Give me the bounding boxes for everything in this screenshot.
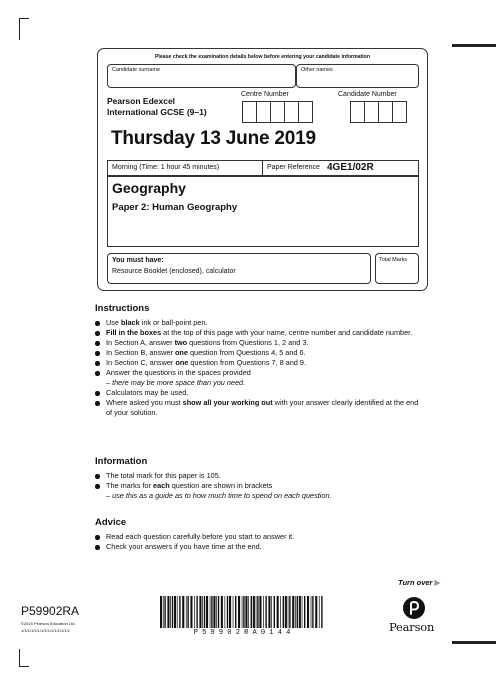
barcode-bar [160,596,162,628]
centre-number-label: Centre Number [241,91,289,98]
bullet-item: Check your answers if you have time at the end. [94,542,424,552]
barcode-bar [271,596,272,628]
turn-over [398,578,440,587]
barcode-bar [206,596,208,628]
barcode-bar [186,596,187,628]
barcode-bar [288,596,289,628]
instructions-heading: Instructions [95,303,150,314]
subject-title: Geography [112,180,186,196]
barcode [160,596,324,630]
candidate-details-card [97,48,428,291]
edge-bar-top [452,44,496,47]
barcode-bar [274,596,275,628]
barcode-bar [285,596,287,628]
bullet-item: Fill in the boxes at the top of this page with your name, centre number and candidate number. [94,328,424,338]
barcode-bar [221,596,223,628]
barcode-bar [174,596,176,628]
barcode-bar [297,596,298,628]
barcode-bar [243,596,244,628]
other-names-field[interactable] [296,64,419,88]
barcode-bar [210,596,211,628]
centre-digit-box[interactable] [256,101,271,123]
barcode-bar [253,596,255,628]
you-must-have-label: You must have: [112,257,164,264]
barcode-bar [307,596,309,628]
pearson-logo-icon [403,597,425,619]
barcode-bar [319,596,320,628]
barcode-bar [251,596,252,628]
crop-mark-bottom-left-h [19,666,29,667]
session-text: Morning (Time: 1 hour 45 minutes) [112,164,220,171]
barcode-bar [233,596,234,628]
bullet-item: Calculators may be used. [94,388,424,398]
barcode-bar [259,596,261,628]
candidate-number-label: Candidate Number [338,91,397,98]
barcode-bar [218,596,219,628]
barcode-bar [194,596,195,628]
bullet-item: Where asked you must show all your working out with your answer clearly identified at the end of your solution. [94,398,424,418]
barcode-bar [268,596,270,628]
candidate-surname-field[interactable] [107,64,296,88]
barcode-bar [190,596,192,628]
barcode-bar [204,596,205,628]
paper-code: P59902RA [21,604,80,618]
barcode-bar [163,596,164,628]
barcode-bar [295,596,296,628]
instructions-list [94,318,424,418]
barcode-bar [235,596,236,628]
barcode-bar [225,596,226,628]
bullet-item: The marks for each question are shown in brackets – use this as a guide as to how much time to spend on each question. [94,481,424,501]
board-line-2: International GCSE (9–1) [107,107,207,117]
edge-bar-bottom [452,641,496,644]
centre-digit-box[interactable] [242,101,257,123]
centre-digit-box[interactable] [298,101,313,123]
information-list [94,471,424,501]
barcode-bar [196,596,197,628]
barcode-bar [289,596,290,628]
barcode-bar [167,596,169,628]
paper-title: Paper 2: Human Geography [112,202,238,213]
subject-box [107,176,419,247]
barcode-bar [179,596,180,628]
barcode-bar [283,596,284,628]
check-details-note: Please check the examination details below before entering your candidate information [154,54,371,60]
bullet-item: In Section A, answer two questions from Questions 1, 2 and 3. [94,338,424,348]
crop-mark-bottom-left [19,649,20,667]
bullet-item: Use black ink or ball-point pen. [94,318,424,328]
barcode-bar [238,596,240,628]
barcode-bar [248,596,249,628]
candidate-digit-box[interactable] [378,101,393,123]
exam-date: Thursday 13 June 2019 [111,128,316,149]
centre-number-boxes[interactable] [243,101,313,123]
paper-reference-label: Paper Reference [267,164,320,171]
barcode-bar [182,596,184,628]
barcode-bar [242,596,243,628]
barcode-bar [227,596,228,628]
barcode-bar [213,596,215,628]
barcode-bar [164,596,165,628]
bullet-item: Read each question carefully before you start to answer it. [94,532,424,542]
paper-reference-box [262,160,419,176]
candidate-surname-label: Candidate surname [112,67,161,73]
pearson-wordmark: Pearson [389,620,435,634]
barcode-bar [199,596,201,628]
bullet-item: Answer the questions in the spaces provided – there may be more space than you need. [94,368,424,388]
turn-over-label: Turn over [398,578,433,587]
paper-reference-value: 4GE1/02R [327,162,374,173]
information-heading: Information [95,456,148,467]
barcode-bar [277,596,279,628]
barcode-bar [321,596,322,628]
barcode-bar [311,596,312,628]
other-names-label: Other names [301,67,333,73]
print-code: 1/1/1/1/1/1/1/1/1/1/1/1/1/1/1 [21,628,70,633]
barcode-bar [280,596,281,628]
requirements-box [107,253,371,284]
barcode-bar [304,596,305,628]
barcode-bar [299,596,301,628]
barcode-bar [245,596,247,628]
turn-over-arrow-icon: ▶ [434,578,441,587]
barcode-bar [211,596,212,628]
advice-heading: Advice [95,517,127,528]
barcode-bar [263,596,264,628]
barcode-bar [177,596,178,628]
barcode-number: P 5 9 9 0 2 R A 0 1 4 4 [193,629,291,637]
centre-digit-box[interactable] [284,101,299,123]
candidate-digit-box[interactable] [350,101,365,123]
barcode-bar [312,596,313,628]
crop-mark-top-left [19,18,20,40]
bullet-item: In Section C, answer one question from Questions 7, 8 and 9. [94,358,424,368]
barcode-bar [202,596,203,628]
advice-list [94,532,424,552]
barcode-bar [229,596,231,628]
crop-mark-top-left-h [19,18,29,19]
barcode-bar [292,596,294,628]
board-name [107,96,207,118]
session-box [107,160,263,176]
barcode-bar [257,596,258,628]
you-must-have-items: Resource Booklet (enclosed), calculator [112,268,236,275]
total-marks-label: Total Marks [379,257,408,263]
candidate-number-boxes[interactable] [351,101,407,123]
copyright-line: ©2019 Pearson Education Ltd. [21,621,76,626]
barcode-bar [172,596,173,628]
centre-digit-box[interactable] [270,101,285,123]
candidate-digit-box[interactable] [364,101,379,123]
barcode-bar [216,596,217,628]
bullet-item: The total mark for this paper is 105. [94,471,424,481]
candidate-digit-box[interactable] [392,101,407,123]
barcode-bar [170,596,171,628]
barcode-bar [187,596,188,628]
board-line-1: Pearson Edexcel [107,96,176,106]
barcode-bar [256,596,257,628]
barcode-bar [265,596,266,628]
barcode-bar [315,596,317,628]
bullet-item: In Section B, answer one question from Questions 4, 5 and 6. [94,348,424,358]
total-marks-box[interactable] [375,253,419,284]
barcode-bar [302,596,303,628]
